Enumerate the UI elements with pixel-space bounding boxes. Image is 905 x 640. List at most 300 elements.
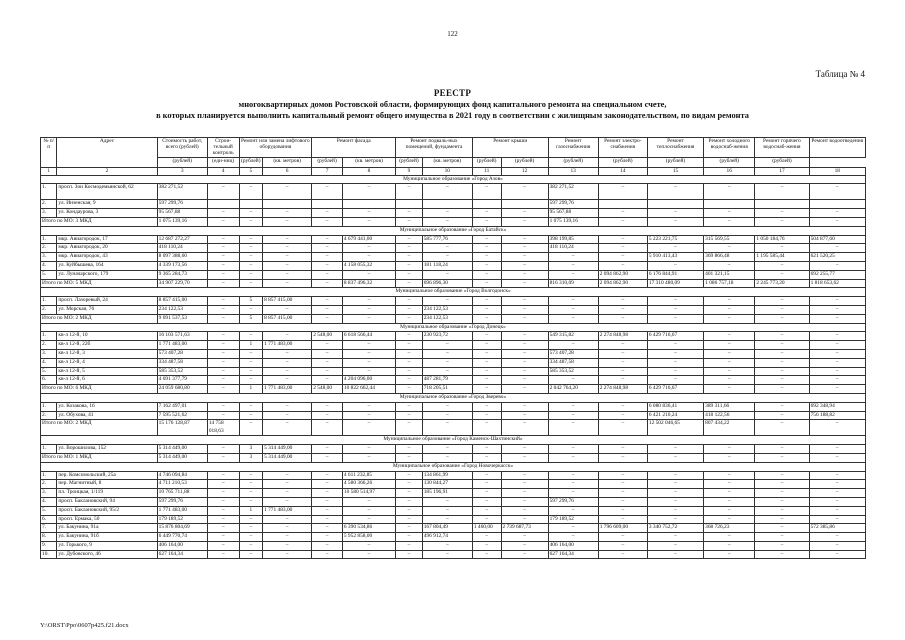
total-cell: – xyxy=(809,453,865,462)
table-cell: – xyxy=(422,209,472,218)
table-cell: – xyxy=(239,402,263,411)
table-cell: – xyxy=(598,445,647,454)
table-cell: 621 520,25 xyxy=(809,253,865,262)
table-cell: – xyxy=(755,349,809,358)
table-cell: – xyxy=(472,253,501,262)
municipality-name: Муниципальное образование «Город Батайск» xyxy=(41,226,866,235)
table-cell: – xyxy=(755,341,809,350)
total-cell: 1 086 757,18 xyxy=(704,279,755,288)
table-row xyxy=(41,209,866,218)
table-cell: 179 189,52 xyxy=(548,515,598,524)
total-cell: 2 548,00 xyxy=(312,385,343,394)
table-cell: – xyxy=(207,506,239,515)
row-number: 2. xyxy=(41,411,57,420)
total-cell: – xyxy=(239,420,263,436)
table-cell: – xyxy=(263,541,312,550)
table-cell: – xyxy=(704,445,755,454)
total-cell: – xyxy=(704,218,755,227)
total-label: Итого по МО: 6 МКД xyxy=(41,385,158,394)
table-cell: 5 952 858,00 xyxy=(342,533,395,542)
table-cell: – xyxy=(342,341,395,350)
table-cell: 496 912,74 xyxy=(422,533,472,542)
header-column-number: 6 xyxy=(263,167,312,175)
table-cell: – xyxy=(396,184,423,200)
table-cell: – xyxy=(207,376,239,385)
table-cell: 167 804,49 xyxy=(422,524,472,533)
total-cell: 2 245 773,20 xyxy=(755,279,809,288)
table-cell: – xyxy=(342,445,395,454)
table-cell: – xyxy=(207,524,239,533)
header-gas: Ремонт газоснабжения xyxy=(548,138,598,158)
table-cell: 4 580 366,26 xyxy=(342,480,395,489)
table-cell: 4 204 096,00 xyxy=(342,376,395,385)
row-address: ул. Кондаурова, 3 xyxy=(57,209,157,218)
table-cell: – xyxy=(396,244,423,253)
table-cell: – xyxy=(704,471,755,480)
table-cell: – xyxy=(548,411,598,420)
table-cell: – xyxy=(207,261,239,270)
table-cell: – xyxy=(472,533,501,542)
row-address: ул. Инзенская, 9 xyxy=(57,200,157,209)
table-cell: – xyxy=(239,305,263,314)
table-cell: 398 199,85 xyxy=(548,235,598,244)
row-address: просп. Лазоревый, 24 xyxy=(57,297,157,306)
footer-file-path: Y:\ORST\Ppo\0607p425.f21.docx xyxy=(40,622,129,629)
table-cell: – xyxy=(312,349,343,358)
registry-table xyxy=(40,137,866,559)
table-cell: – xyxy=(263,349,312,358)
table-cell: – xyxy=(472,358,501,367)
table-cell: 382 271,52 xyxy=(548,184,598,200)
table-cell: – xyxy=(501,402,548,411)
header-column-number: 9 xyxy=(396,167,423,175)
table-cell: – xyxy=(207,297,239,306)
table-cell: 15 876 804,69 xyxy=(157,524,207,533)
table-cell: 585 353,52 xyxy=(157,367,207,376)
table-cell: – xyxy=(472,541,501,550)
total-cell: 718 205,51 xyxy=(422,385,472,394)
total-cell: – xyxy=(501,385,548,394)
table-cell: 4 339 173,56 xyxy=(157,261,207,270)
table-cell: – xyxy=(809,489,865,498)
table-cell: – xyxy=(239,533,263,542)
total-cell: – xyxy=(472,279,501,288)
table-row xyxy=(41,480,866,489)
table-cell: – xyxy=(396,253,423,262)
table-cell: – xyxy=(239,541,263,550)
header-column-number: 5 xyxy=(239,167,263,175)
table-cell: – xyxy=(422,515,472,524)
municipality-name: Муниципальное образование «Город Азов» xyxy=(41,175,866,184)
table-cell: – xyxy=(342,349,395,358)
table-cell: – xyxy=(207,541,239,550)
table-cell: – xyxy=(809,261,865,270)
table-cell: – xyxy=(501,367,548,376)
table-cell: – xyxy=(501,184,548,200)
table-cell: – xyxy=(501,235,548,244)
table-cell: – xyxy=(396,305,423,314)
table-cell: – xyxy=(501,358,548,367)
table-cell: – xyxy=(342,515,395,524)
table-cell xyxy=(647,200,703,209)
total-cell: – xyxy=(342,453,395,462)
total-cell: – xyxy=(809,420,865,436)
total-cell: – xyxy=(396,218,423,227)
total-label: Итого по МО: 1 МКД xyxy=(41,453,158,462)
table-row xyxy=(41,402,866,411)
total-label: Итого по МО: 2 МКД xyxy=(41,420,158,436)
table-cell: – xyxy=(342,550,395,559)
table-cell: – xyxy=(312,209,343,218)
table-cell: 597 299,76 xyxy=(548,200,598,209)
table-row xyxy=(41,261,866,270)
municipality-total-row xyxy=(41,420,866,436)
table-cell: – xyxy=(598,480,647,489)
row-address: кв-л 12-й, 5 xyxy=(57,367,157,376)
table-cell: – xyxy=(239,358,263,367)
header-column-number: 15 xyxy=(647,167,703,175)
header-unit: (рублей) xyxy=(755,157,809,167)
table-cell: – xyxy=(647,244,703,253)
header-column-number: 11 xyxy=(472,167,501,175)
table-cell: – xyxy=(598,506,647,515)
table-cell: – xyxy=(422,506,472,515)
table-cell: – xyxy=(704,541,755,550)
row-address: мкр. Авиагородок, 43 xyxy=(57,253,157,262)
table-cell: – xyxy=(647,184,703,200)
table-cell: – xyxy=(704,515,755,524)
total-cell: – xyxy=(472,314,501,323)
row-address: пер. Комсомольский, 25а xyxy=(57,471,157,480)
row-address: ул. Обухова, 41 xyxy=(57,411,157,420)
total-cell: – xyxy=(263,218,312,227)
table-cell: – xyxy=(647,541,703,550)
header-no: № п/п xyxy=(41,138,57,168)
table-cell: – xyxy=(207,358,239,367)
table-cell: – xyxy=(548,524,598,533)
total-cell: – xyxy=(501,279,548,288)
table-cell: – xyxy=(239,332,263,341)
table-cell: – xyxy=(207,332,239,341)
total-label: Итого по МО: 5 МКД xyxy=(41,279,158,288)
row-address: кв-л 12-й, 22б xyxy=(57,341,157,350)
table-cell: – xyxy=(207,209,239,218)
total-cell: – xyxy=(342,314,395,323)
table-cell: – xyxy=(548,341,598,350)
total-cell: 9 091 537,53 xyxy=(157,314,207,323)
table-cell: – xyxy=(598,358,647,367)
table-row xyxy=(41,253,866,262)
table-row xyxy=(41,524,866,533)
table-cell: – xyxy=(647,489,703,498)
table-cell: – xyxy=(207,270,239,279)
table-cell: – xyxy=(501,515,548,524)
table-cell: – xyxy=(312,480,343,489)
table-cell: – xyxy=(598,367,647,376)
total-label: Итого по МО: 2 МКД xyxy=(41,314,158,323)
total-cell: – xyxy=(501,420,548,436)
row-number: 1. xyxy=(41,445,57,454)
table-cell: – xyxy=(207,184,239,200)
table-cell: 8 857 415,00 xyxy=(263,297,312,306)
table-cell: 368 726,23 xyxy=(704,524,755,533)
total-cell: – xyxy=(598,420,647,436)
table-cell: 2 094 862,90 xyxy=(598,270,647,279)
table-cell: – xyxy=(472,332,501,341)
table-cell: – xyxy=(704,480,755,489)
table-cell: 6 421 210,24 xyxy=(647,411,703,420)
document-subtitle-1: многоквартирных домов Ростовской области, формирующих фонд капитального ремонта на специальном счете, xyxy=(238,100,667,109)
table-cell: – xyxy=(396,349,423,358)
table-cell: 487 281,79 xyxy=(422,376,472,385)
table-cell: – xyxy=(396,209,423,218)
header-column-number: 2 xyxy=(57,167,157,175)
table-cell: – xyxy=(755,515,809,524)
table-cell: – xyxy=(312,297,343,306)
table-cell: 234 122,53 xyxy=(157,305,207,314)
table-cell: – xyxy=(312,261,343,270)
table-cell: 549 315,82 xyxy=(548,332,598,341)
row-address: просп. Баклановский, 95/2 xyxy=(57,506,157,515)
table-cell: – xyxy=(396,376,423,385)
total-cell: – xyxy=(472,420,501,436)
table-cell: – xyxy=(396,506,423,515)
table-cell: – xyxy=(396,270,423,279)
table-cell: – xyxy=(755,550,809,559)
total-cell: – xyxy=(312,218,343,227)
municipality-name: Муниципальное образование «Город Волгодонск» xyxy=(41,288,866,297)
row-number: 6. xyxy=(41,376,57,385)
table-cell: – xyxy=(312,471,343,480)
table-cell: – xyxy=(239,209,263,218)
table-cell: – xyxy=(548,489,598,498)
municipality-total-row xyxy=(41,385,866,394)
table-cell: – xyxy=(239,524,263,533)
table-cell: 585 353,52 xyxy=(548,367,598,376)
total-cell: – xyxy=(396,279,423,288)
table-cell: – xyxy=(501,332,548,341)
table-cell: 418 110,24 xyxy=(157,244,207,253)
table-cell: – xyxy=(422,358,472,367)
total-cell: – xyxy=(598,453,647,462)
table-cell: – xyxy=(598,209,647,218)
row-number: 7. xyxy=(41,524,57,533)
document-title: РЕЕСТР xyxy=(433,88,472,98)
total-cell: 8 837 496,32 xyxy=(342,279,395,288)
row-address: ул. Бакунина, 91а xyxy=(57,524,157,533)
total-cell: – xyxy=(207,453,239,462)
table-cell: – xyxy=(472,297,501,306)
table-cell: – xyxy=(207,480,239,489)
table-cell: – xyxy=(755,261,809,270)
table-cell: – xyxy=(647,550,703,559)
table-cell: – xyxy=(472,270,501,279)
table-cell: – xyxy=(704,367,755,376)
table-cell: – xyxy=(809,376,865,385)
table-row xyxy=(41,411,866,420)
table-cell: 1 xyxy=(239,341,263,350)
table-cell: – xyxy=(422,541,472,550)
table-cell: 585 777,76 xyxy=(422,235,472,244)
table-cell: – xyxy=(239,349,263,358)
header-unit: (рублей) xyxy=(548,157,598,167)
total-cell: – xyxy=(239,218,263,227)
table-cell: – xyxy=(472,376,501,385)
municipality-total-row xyxy=(41,314,866,323)
table-cell: 504 877,60 xyxy=(809,235,865,244)
table-cell: – xyxy=(809,244,865,253)
table-cell: – xyxy=(472,411,501,420)
table-cell: 1 195 585,44 xyxy=(755,253,809,262)
total-cell: 5 xyxy=(239,314,263,323)
total-cell: – xyxy=(342,420,395,436)
table-cell: – xyxy=(396,402,423,411)
table-cell: – xyxy=(312,244,343,253)
total-cell: – xyxy=(396,385,423,394)
table-cell: – xyxy=(755,376,809,385)
row-number: 3. xyxy=(41,209,57,218)
table-row xyxy=(41,341,866,350)
table-row xyxy=(41,497,866,506)
total-cell: – xyxy=(207,385,239,394)
table-cell: – xyxy=(704,261,755,270)
row-number: 4. xyxy=(41,261,57,270)
table-cell: – xyxy=(755,541,809,550)
row-number: 2. xyxy=(41,244,57,253)
table-cell: – xyxy=(755,297,809,306)
total-cell: – xyxy=(704,385,755,394)
table-cell: – xyxy=(598,411,647,420)
table-cell: 179 189,52 xyxy=(157,515,207,524)
table-cell: – xyxy=(809,305,865,314)
table-cell: – xyxy=(809,184,865,200)
header-column-number: 13 xyxy=(548,167,598,175)
municipality-total-row xyxy=(41,218,866,227)
table-cell: – xyxy=(501,305,548,314)
table-cell: – xyxy=(207,235,239,244)
row-number: 5. xyxy=(41,367,57,376)
table-cell: 692 348,94 xyxy=(809,402,865,411)
table-cell: – xyxy=(647,358,703,367)
row-address: кв-л 12-й, 10 xyxy=(57,332,157,341)
table-cell: – xyxy=(396,471,423,480)
document-heading xyxy=(30,88,875,121)
table-cell: – xyxy=(704,550,755,559)
table-cell: – xyxy=(472,515,501,524)
header-coldwater: Ремонт холодного водоснаб-жения xyxy=(704,138,755,158)
table-cell: – xyxy=(263,358,312,367)
table-cell: – xyxy=(548,376,598,385)
table-cell: 627 164,34 xyxy=(548,550,598,559)
row-number: 1. xyxy=(41,297,57,306)
total-cell: – xyxy=(312,453,343,462)
total-cell: 816 310,09 xyxy=(548,279,598,288)
table-cell: – xyxy=(263,244,312,253)
table-cell: – xyxy=(472,550,501,559)
header-unit: (кв. метров) xyxy=(422,157,472,167)
total-cell: 8 857 415,00 xyxy=(263,314,312,323)
table-cell: 12 687 272,27 xyxy=(157,235,207,244)
table-cell: – xyxy=(312,541,343,550)
table-cell: – xyxy=(342,358,395,367)
total-cell: – xyxy=(472,218,501,227)
total-cell: – xyxy=(396,453,423,462)
table-cell: – xyxy=(704,489,755,498)
municipality-group-row xyxy=(41,393,866,402)
table-cell: 3 340 752,72 xyxy=(647,524,703,533)
table-cell: – xyxy=(263,376,312,385)
row-address: ул. Горького, 9 xyxy=(57,541,157,550)
table-cell: – xyxy=(422,184,472,200)
row-address: мкр. Авиагородок, 17 xyxy=(57,235,157,244)
total-cell: 6 429 716,67 xyxy=(647,385,703,394)
table-cell: 8 097 388,60 xyxy=(157,253,207,262)
table-cell: – xyxy=(207,244,239,253)
table-cell: – xyxy=(501,550,548,559)
table-cell: – xyxy=(312,367,343,376)
table-cell: – xyxy=(472,506,501,515)
table-cell: – xyxy=(239,480,263,489)
row-address: кв-л 12-й, 3 xyxy=(57,349,157,358)
table-cell: – xyxy=(647,515,703,524)
table-cell: – xyxy=(809,349,865,358)
table-cell: – xyxy=(755,411,809,420)
table-cell: – xyxy=(207,305,239,314)
header-units-row xyxy=(41,157,866,167)
table-cell: – xyxy=(472,471,501,480)
table-cell: 334 487,58 xyxy=(157,358,207,367)
table-cell: – xyxy=(501,244,548,253)
table-cell: – xyxy=(809,332,865,341)
table-row xyxy=(41,367,866,376)
table-cell: – xyxy=(239,261,263,270)
table-cell: – xyxy=(342,506,395,515)
row-number: 4. xyxy=(41,497,57,506)
header-unit: (кв. метров) xyxy=(263,157,312,167)
total-cell: – xyxy=(647,218,703,227)
header-unit: (рублей) xyxy=(239,157,263,167)
total-cell: 1 075 139,16 xyxy=(157,218,207,227)
table-cell: 1 460,00 xyxy=(472,524,501,533)
total-cell: – xyxy=(472,385,501,394)
table-cell: – xyxy=(704,305,755,314)
header-column-number: 14 xyxy=(598,167,647,175)
total-cell: – xyxy=(755,314,809,323)
municipality-group-row xyxy=(41,436,866,445)
table-cell: – xyxy=(704,358,755,367)
table-cell: – xyxy=(263,261,312,270)
table-cell: – xyxy=(263,524,312,533)
table-cell: 597 299,76 xyxy=(157,200,207,209)
table-cell: – xyxy=(809,506,865,515)
header-column-number: 10 xyxy=(422,167,472,175)
table-cell: – xyxy=(704,533,755,542)
total-cell: – xyxy=(647,453,703,462)
table-cell: – xyxy=(396,297,423,306)
header-heat: Ремонт теплоснабжения xyxy=(647,138,703,158)
row-address: пл. Троицкая, 1/119 xyxy=(57,489,157,498)
table-cell: 185 196,91 xyxy=(422,489,472,498)
row-number: 5. xyxy=(41,506,57,515)
table-cell: – xyxy=(598,235,647,244)
municipality-total-row xyxy=(41,279,866,288)
table-cell: – xyxy=(207,471,239,480)
table-cell: – xyxy=(809,341,865,350)
total-cell: 1 075 139,16 xyxy=(548,218,598,227)
table-cell: – xyxy=(755,305,809,314)
table-cell: – xyxy=(598,471,647,480)
table-cell: – xyxy=(207,402,239,411)
